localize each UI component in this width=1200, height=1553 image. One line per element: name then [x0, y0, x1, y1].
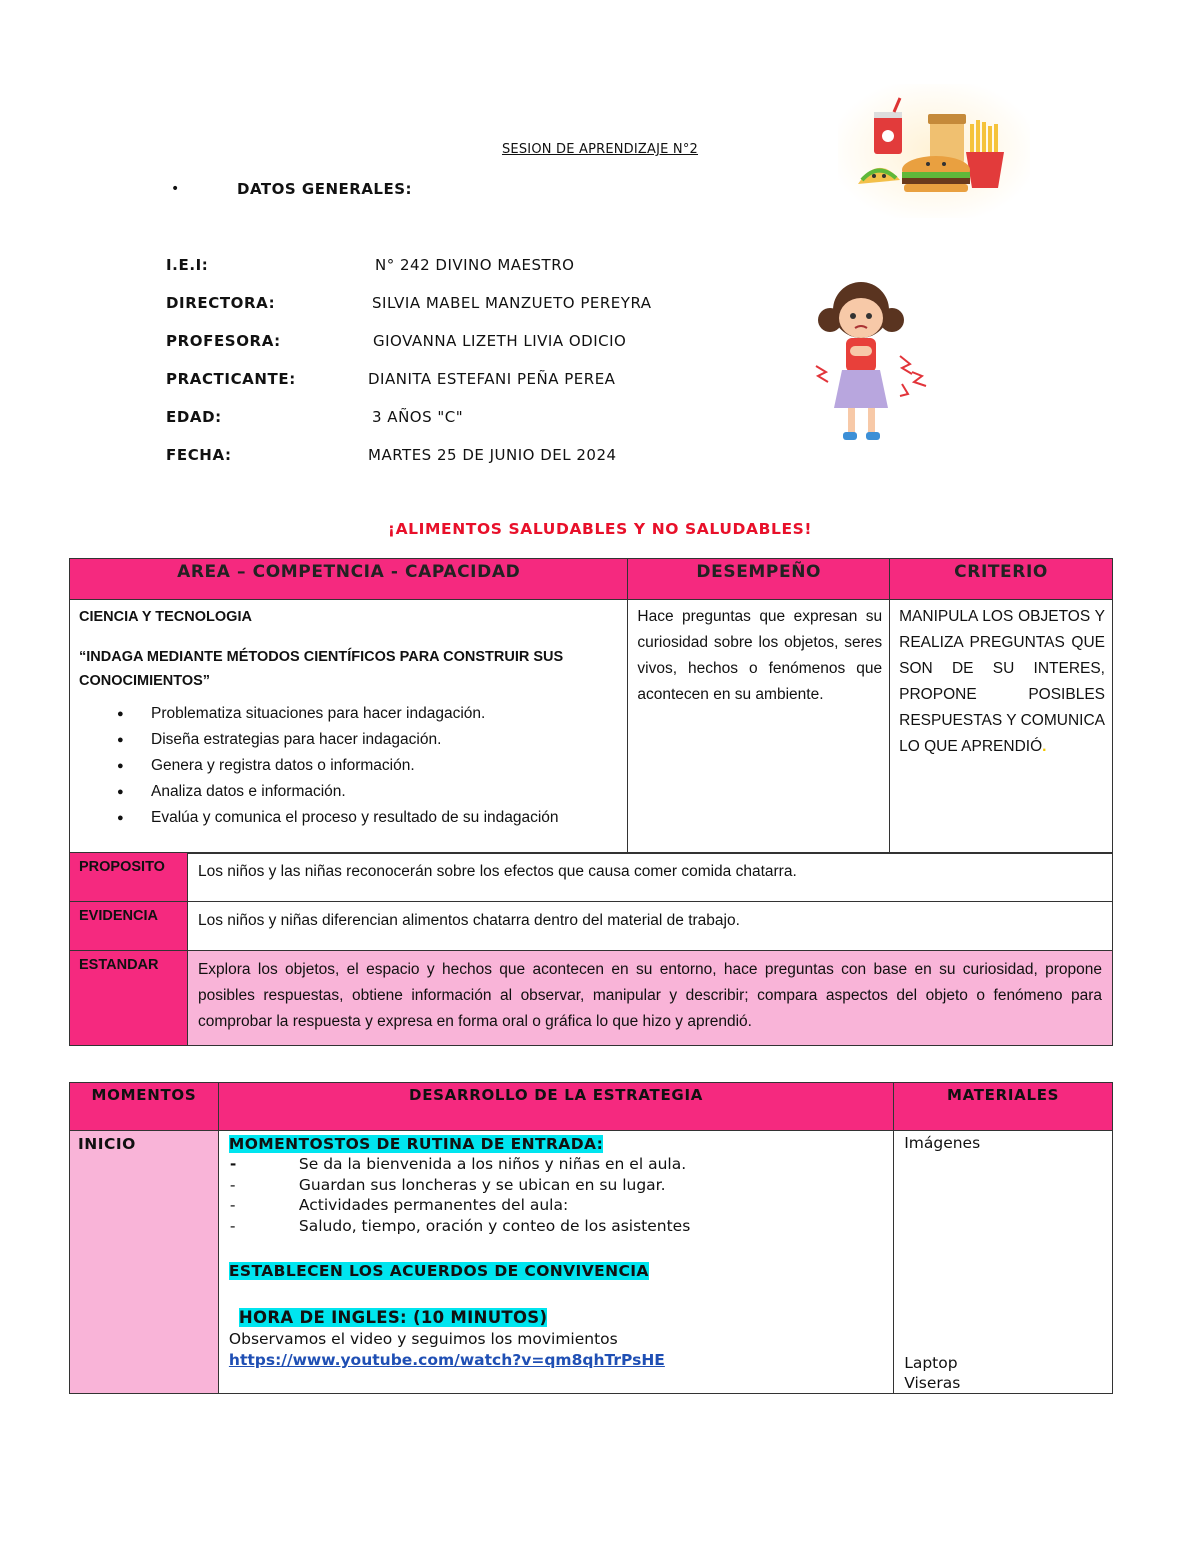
header-momentos: MOMENTOS: [70, 1083, 219, 1131]
datos-generales-heading: DATOS GENERALES:: [237, 180, 413, 198]
rutina-title: MOMENTOSTOS DE RUTINA DE ENTRADA:: [228, 1135, 604, 1153]
info-label-directora: DIRECTORA:: [166, 294, 276, 312]
desempeno-cell: Hace preguntas que expresan su curiosidad sobre los objetos, seres vivos, hechos o fenómenos que acontecen en su ambiente.: [628, 600, 890, 854]
area-name: CIENCIA Y TECNOLOGIA: [79, 609, 252, 625]
list-item: ● Analiza datos e información.: [151, 779, 620, 805]
row-text-proposito: Los niños y las niñas reconocerán sobre los efectos que causa comer comida chatarra.: [187, 853, 1112, 902]
list-item: - Guardan sus loncheras y se ubican en su lugar.: [229, 1175, 666, 1194]
info-label-practicante: PRACTICANTE:: [166, 370, 296, 388]
area-cell: [70, 600, 628, 854]
material-imagenes: Imágenes: [904, 1134, 981, 1152]
info-value-profesora: GIOVANNA LIZETH LIVIA ODICIO: [373, 332, 627, 350]
criterio-dot: .: [1042, 738, 1047, 755]
info-label-fecha: FECHA:: [166, 446, 232, 464]
info-label-iei: I.E.I:: [166, 256, 209, 274]
criterio-text: MANIPULA LOS OBJETOS Y REALIZA PREGUNTAS QUE SON DE SU INTERES, PROPONE POSIBLES RESPUESTAS Y COMUNICA LO QUE APRENDIÓ: [899, 608, 1105, 755]
list-item: - Se da la bienvenida a los niños y niñas en el aula.: [229, 1155, 687, 1173]
list-item: - Saludo, tiempo, oración y conteo de los asistentes: [229, 1216, 691, 1235]
info-value-iei: N° 242 DIVINO MAESTRO: [375, 256, 575, 274]
proposito-table: [69, 852, 1113, 1046]
criterio-cell: [890, 600, 1113, 854]
capacidades-list: [79, 701, 620, 831]
row-text-evidencia: Los niños y niñas diferencian alimentos chatarra dentro del material de trabajo.: [187, 902, 1112, 951]
info-value-directora: SILVIA MABEL MANZUETO PEREYRA: [372, 294, 652, 312]
observamos-text: Observamos el video y seguimos los movimientos: [228, 1330, 618, 1348]
competencia-name: “INDAGA MEDIANTE MÉTODOS CIENTÍFICOS PARA CONSTRUIR SUS CONOCIMIENTOS”: [79, 649, 564, 689]
info-label-profesora: PROFESORA:: [166, 332, 281, 350]
info-value-practicante: DIANITA ESTEFANI PEÑA PEREA: [368, 370, 616, 388]
header-area: AREA – COMPETNCIA - CAPACIDAD: [70, 559, 628, 600]
session-headline: ¡ALIMENTOS SALUDABLES Y NO SALUDABLES!: [387, 520, 813, 538]
list-item: ● Diseña estrategias para hacer indagación.: [151, 727, 620, 753]
row-label-evidencia: EVIDENCIA: [70, 902, 188, 951]
desarrollo-cell: [218, 1131, 893, 1394]
girl-stomachache-illustration: [812, 276, 932, 448]
moment-inicio: INICIO: [70, 1131, 219, 1394]
junk-food-illustration: [838, 84, 1030, 218]
row-text-estandar: Explora los objetos, el espacio y hechos que acontecen en su entorno, hace preguntas con base en su curiosidad, propone posibles respuestas, obtiene información al observar, manipular y describir; compara aspectos del objeto o fenómeno para comprobar la respuesta y expresa en forma oral o gráfica lo que hizo y aprendió.: [187, 951, 1112, 1046]
materiales-cell: [894, 1131, 1113, 1394]
list-item: - Actividades permanentes del aula:: [229, 1196, 569, 1214]
material-laptop: Laptop: [904, 1354, 958, 1372]
list-item: ● Problematiza situaciones para hacer indagación.: [151, 701, 620, 727]
ingles-heading: HORA DE INGLES: (10 MINUTOS): [238, 1308, 548, 1327]
header-desempeno: DESEMPEÑO: [628, 559, 890, 600]
info-value-edad: 3 AÑOS "C": [372, 408, 464, 426]
info-label-edad: EDAD:: [166, 408, 222, 426]
bullet-symbol: •: [171, 181, 180, 197]
list-item: ● Evalúa y comunica el proceso y resultado de su indagación: [151, 805, 620, 831]
estrategia-table: [69, 1082, 1113, 1394]
header-materiales: MATERIALES: [894, 1083, 1113, 1131]
header-desarrollo: DESARROLLO DE LA ESTRATEGIA: [218, 1083, 893, 1131]
youtube-link[interactable]: https://www.youtube.com/watch?v=qm8qhTrPsHE: [228, 1351, 665, 1369]
row-label-estandar: ESTANDAR: [70, 951, 188, 1046]
competencia-table: [69, 558, 1113, 854]
header-criterio: CRITERIO: [890, 559, 1113, 600]
row-label-proposito: PROPOSITO: [70, 853, 188, 902]
list-item: ● Genera y registra datos o información.: [151, 753, 620, 779]
page-title: SESION DE APRENDIZAJE N°2: [501, 142, 699, 157]
material-viseras: Viseras: [904, 1374, 961, 1392]
info-value-fecha: MARTES 25 DE JUNIO DEL 2024: [368, 446, 617, 464]
acuerdos-heading: ESTABLECEN LOS ACUERDOS DE CONVIVENCIA: [228, 1262, 649, 1280]
